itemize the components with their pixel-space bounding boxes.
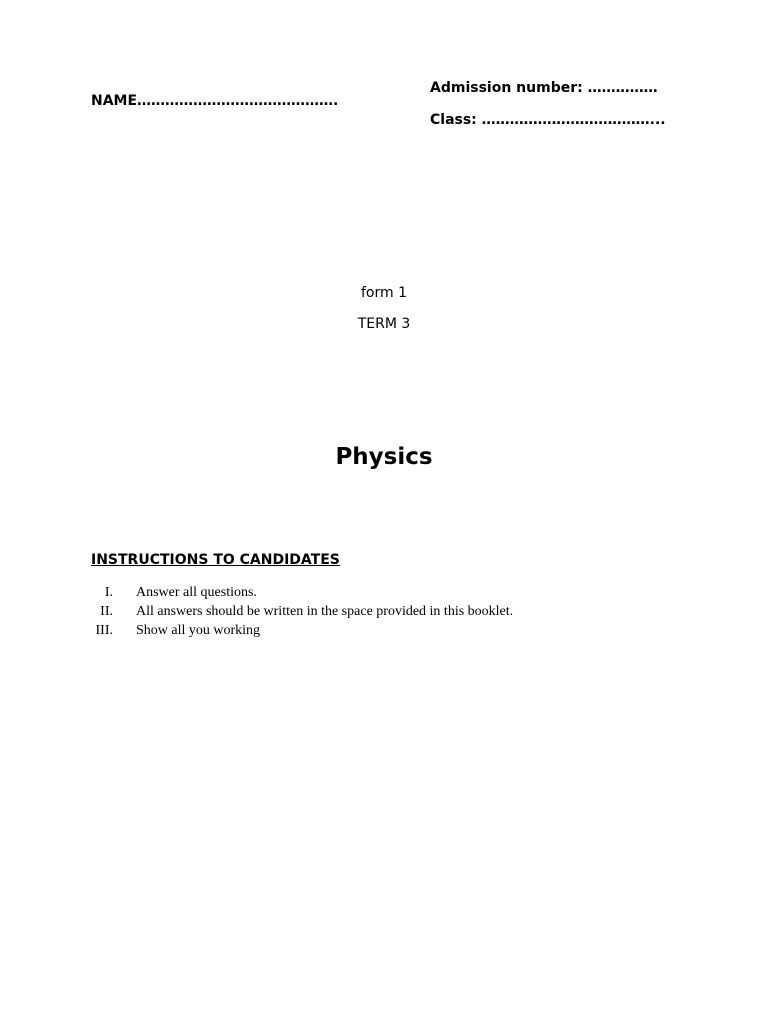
instructions-heading: INSTRUCTIONS TO CANDIDATES <box>91 552 340 568</box>
instruction-number: I. <box>104 585 113 600</box>
subject-title: Physics <box>335 444 433 470</box>
name-field: NAME……………………………………. <box>91 93 339 109</box>
admission-number-field: Admission number: …………… <box>430 80 658 96</box>
instruction-text: All answers should be written in the space provided in this booklet. <box>136 604 514 619</box>
form-label: form 1 <box>361 285 407 301</box>
term-label: TERM 3 <box>357 316 411 332</box>
class-field: Class: ………………………………... <box>430 112 666 128</box>
instruction-text: Answer all questions. <box>136 585 257 600</box>
instruction-text: Show all you working <box>136 623 261 638</box>
instruction-number: III. <box>95 623 113 638</box>
instruction-number: II. <box>100 604 113 619</box>
